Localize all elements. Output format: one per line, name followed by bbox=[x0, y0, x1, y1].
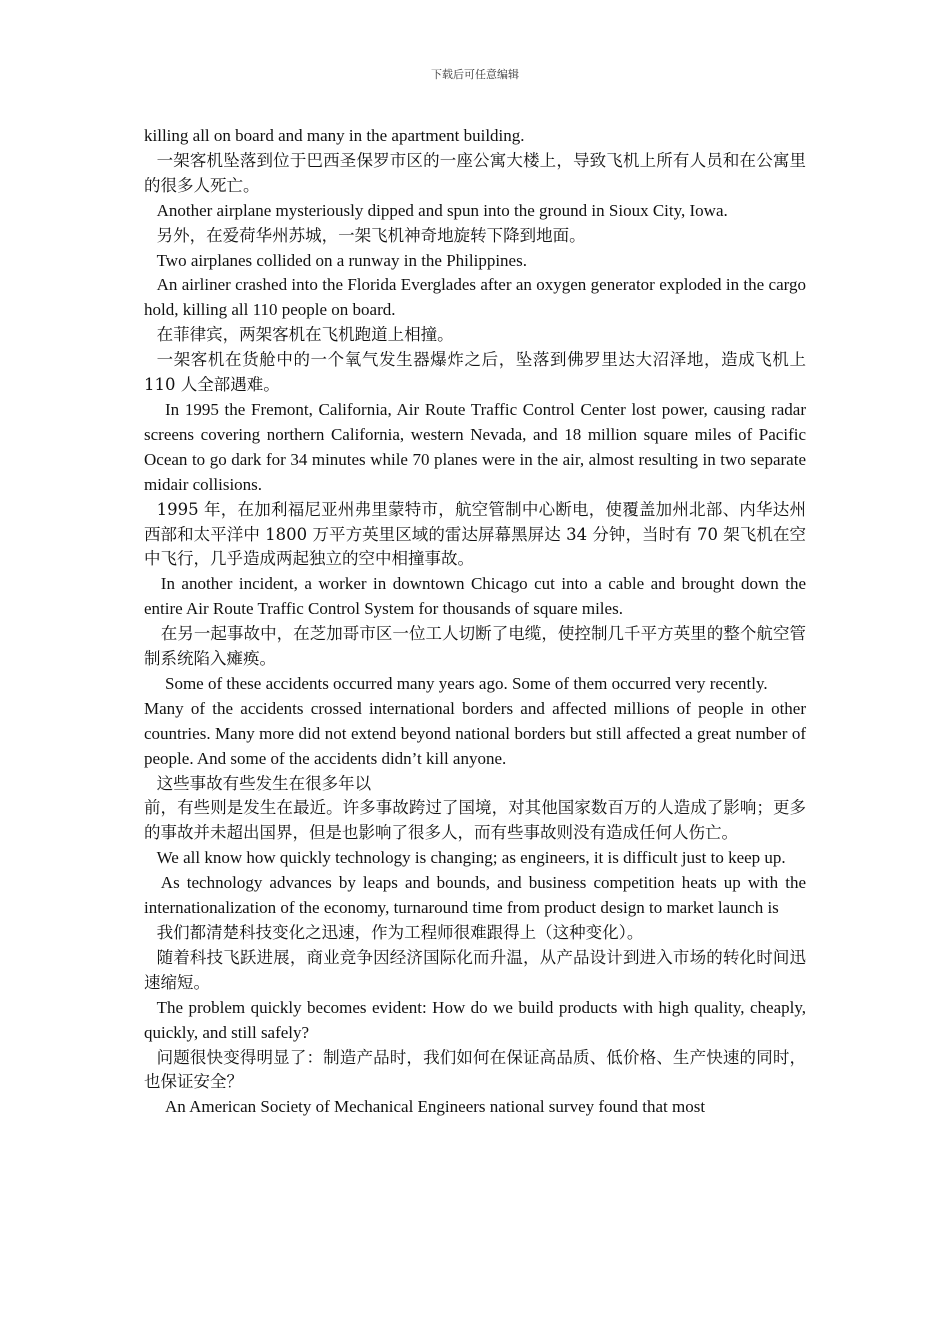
paragraph-4: 另外，在爱荷华州苏城，一架飞机神奇地旋转下降到地面。 bbox=[156, 225, 586, 245]
paragraph-7: 在菲律宾，两架客机在飞机跑道上相撞。 bbox=[156, 325, 454, 345]
paragraph-12: 在另一起事故中，在芝加哥市区一位工人切断了电缆，使控制几千平方英里的整个航空管制系统陷入瘫痪。 bbox=[144, 624, 806, 669]
paragraph-8: 一架客机在货舱中的一个氧气发生器爆炸之后，坠落到佛罗里达大沼泽地，造成飞机上 110 人全部遇难。 bbox=[144, 350, 806, 395]
paragraph-23: An American Society of Mechanical Engineers national survey found that most bbox=[165, 1097, 706, 1117]
paragraph-6: An airliner crashed into the Florida Everglades after an oxygen generator exploded in the cargo hold, killing all 110 people on board. bbox=[144, 275, 806, 320]
paragraph-14: Many of the accidents crossed international borders and affected millions of people in other countries. Many more did not extend beyond national borders but still affected a great number of people. And some of the accidents didn’t kill anyone. bbox=[144, 698, 806, 768]
page-header: 下载后可任意编辑 bbox=[431, 68, 519, 81]
paragraph-10: 1995 年，在加利福尼亚州弗里蒙特市，航空管制中心断电，使覆盖加州北部、内华达州西部和太平洋中 1800 万平方英里区域的雷达屏幕黑屏达 34 分钟，当时有 70 架飞机在空中飞行，几乎造成两起独立的空中相撞事故。 bbox=[144, 499, 806, 569]
paragraph-2: 一架客机坠落到位于巴西圣保罗市区的一座公寓大楼上，导致飞机上所有人员和在公寓里的很多人死亡。 bbox=[144, 150, 806, 195]
paragraph-22: 问题很快变得明显了：制造产品时，我们如何在保证高品质、低价格、生产快速的同时，也保证安全？ bbox=[144, 1047, 806, 1092]
paragraph-15: 这些事故有些发生在很多年以 bbox=[156, 773, 372, 793]
paragraph-11: In another incident, a worker in downtown Chicago cut into a cable and brought down the entire Air Route Traffic Control System for thousands of square miles. bbox=[144, 574, 806, 619]
paragraph-18: As technology advances by leaps and bounds, and business competition heats up with the internationalization of the economy, turnaround time from product design to market launch is bbox=[144, 873, 806, 918]
paragraph-9: In 1995 the Fremont, California, Air Route Traffic Control Center lost power, causing radar screens covering northern California, western Nevada, and 18 million square miles of Pacific Ocean to go dark for 34 minutes while 70 planes were in the air, almost resulting in two separate midair collisions. bbox=[144, 399, 806, 494]
paragraph-20: 随着科技飞跃进展，商业竞争因经济国际化而升温，从产品设计到进入市场的转化时间迅速缩短。 bbox=[144, 947, 806, 992]
paragraph-21: The problem quickly becomes evident: How do we build products with high quality, cheaply, quickly, and still safely? bbox=[144, 997, 806, 1042]
paragraph-16: 前，有些则是发生在最近。许多事故跨过了国境，对其他国家数百万的人造成了影响；更多的事故并未超出国界，但是也影响了很多人，而有些事故则没有造成任何人伤亡。 bbox=[144, 798, 806, 843]
paragraph-19: 我们都清楚科技变化之迅速，作为工程师很难跟得上（这种变化）。 bbox=[156, 923, 644, 942]
document-body bbox=[144, 124, 806, 1120]
paragraph-1: killing all on board and many in the apartment building. bbox=[144, 126, 525, 145]
paragraph-3: Another airplane mysteriously dipped and spun into the ground in Sioux City, Iowa. bbox=[156, 200, 728, 220]
paragraph-13: Some of these accidents occurred many years ago. Some of them occurred very recently. bbox=[165, 673, 768, 693]
paragraph-5: Two airplanes collided on a runway in the Philippines. bbox=[156, 250, 527, 270]
paragraph-17: We all know how quickly technology is changing; as engineers, it is difficult just to keep up. bbox=[156, 848, 786, 868]
